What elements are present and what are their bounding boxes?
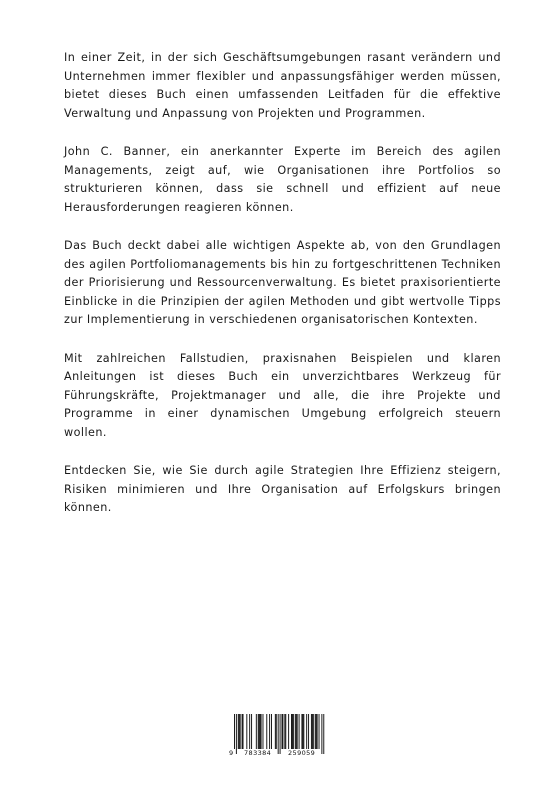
barcode-bar xyxy=(249,714,250,749)
barcode-bar xyxy=(299,714,300,749)
barcode-bar xyxy=(301,714,302,749)
barcode-bar xyxy=(243,714,244,749)
barcode-bar xyxy=(246,714,247,749)
barcode-bar xyxy=(266,714,267,749)
barcode-bar xyxy=(251,714,252,749)
barcode-bar xyxy=(317,714,318,749)
barcode-bar xyxy=(296,714,297,749)
barcode-bar xyxy=(306,714,307,749)
barcode-bar xyxy=(239,714,240,749)
barcode-bar xyxy=(315,714,316,749)
paragraph-content: Das Buch deckt dabei alle wichtigen Aspekte ab, von den Grundlagen des agilen Portfoliomanagements bis hin zu fortgeschrittenen Techniken der Priorisierung und Ressourcenverwaltung. Es bietet praxisorientierte Einblicke in die Prinzipien der agilen Methoden und gibt wertvolle Tipps zur Implementierung in verschiedenen organisatorischen Kontexten. xyxy=(64,239,501,326)
barcode-bar xyxy=(275,714,276,749)
barcode-bar xyxy=(308,714,309,749)
barcode-bar xyxy=(238,714,239,749)
barcode-bar xyxy=(261,714,262,749)
isbn-barcode xyxy=(228,714,331,762)
paragraph-audience: Mit zahlreichen Fallstudien, praxisnahen Beispielen und klaren Anleitungen ist dieses Buch ein unverzichtbares Werkzeug für Führungskräfte, Projektmanager und alle, die ihre Projekte und Programme in einer dynamischen Umgebung erfolgreich steuern wollen. xyxy=(64,351,501,439)
barcode-bar xyxy=(319,714,320,749)
barcode-bars xyxy=(228,714,331,754)
barcode-bar xyxy=(316,714,317,749)
barcode-bar xyxy=(263,714,264,749)
barcode-bar xyxy=(258,714,259,749)
barcode-bar xyxy=(292,714,293,749)
barcode-bar xyxy=(280,714,281,754)
barcode-bar xyxy=(302,714,303,749)
barcode-bar xyxy=(312,714,313,749)
barcode-bar xyxy=(313,714,314,749)
barcode-bar xyxy=(236,714,237,754)
barcode-bar xyxy=(288,714,289,749)
barcode-bar xyxy=(278,714,279,754)
barcode-bar xyxy=(297,714,298,749)
paragraph-author: John C. Banner, ein anerkannter Experte im Bereich des agilen Managements, zeigt auf, wie Organisationen ihre Portfolios so strukturieren können, dass sie schnell und effizient auf neue Herausforderungen reagieren können. xyxy=(64,145,501,214)
barcode-bar xyxy=(256,714,257,749)
barcode-bar xyxy=(321,714,322,754)
barcode-bar xyxy=(282,714,283,749)
barcode-bar xyxy=(234,714,235,754)
barcode-bar xyxy=(271,714,272,749)
paragraph-closing: Entdecken Sie, wie Sie durch agile Strategien Ihre Effizienz steigern, Risiken minimieren und Ihre Organisation auf Erfolgskurs bringen können. xyxy=(64,464,501,514)
barcode-bar xyxy=(276,714,277,749)
barcode-bar xyxy=(311,714,312,749)
barcode-bar xyxy=(323,714,324,754)
barcode-bar xyxy=(260,714,261,749)
barcode-first-digit: 9 xyxy=(229,749,234,757)
barcode-bar xyxy=(269,714,270,749)
barcode-bar xyxy=(295,714,296,749)
barcode-left-digits: 783384 xyxy=(244,749,272,757)
barcode-bar xyxy=(285,714,286,749)
barcode-bar xyxy=(240,714,241,749)
back-cover-text xyxy=(64,49,501,538)
barcode-bar xyxy=(293,714,294,749)
barcode-bar xyxy=(282,714,283,749)
barcode-right-digits: 259059 xyxy=(288,749,316,757)
paragraph-intro: In einer Zeit, in der sich Geschäftsumgebungen rasant verändern und Unternehmen immer flexibler und anpassungsfähiger werden müssen, bietet dieses Buch einen umfassenden Leitfaden für die effektive Verwaltung und Anpassung von Projekten und Programmen. xyxy=(64,51,501,120)
barcode-bar xyxy=(291,714,292,749)
barcode-bar xyxy=(284,714,285,749)
barcode-bar xyxy=(259,714,260,749)
barcode-bar xyxy=(242,714,243,749)
barcode-bar xyxy=(303,714,304,749)
